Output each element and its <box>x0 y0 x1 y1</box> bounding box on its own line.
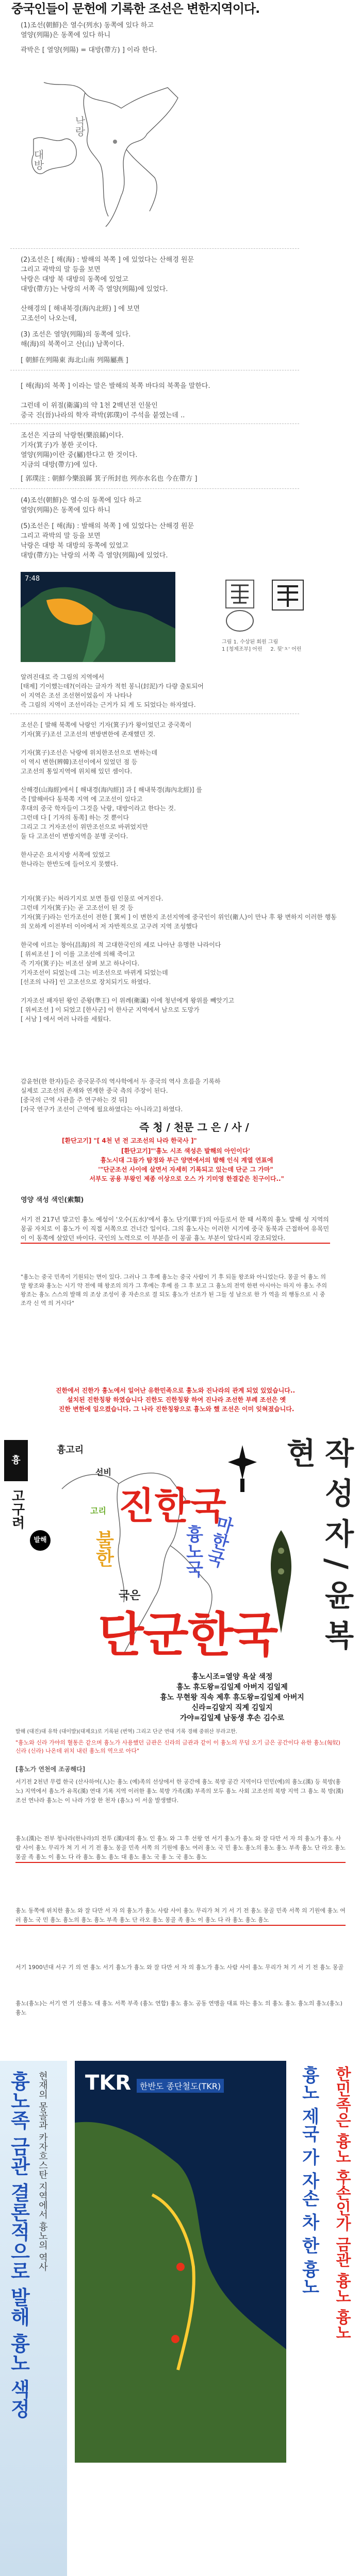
sec4-paragraph: 조선은 [ 발해 북쪽에 낙랑인 기자(箕子)가 왕이었던고 중국쪽이 기자(箕子)조선 고조선의 변방변한에 존재했던 것. 기자(箕子)조선은 낙랑에 위치한조선으로 변하는데 이 역시 변한(辨韓)조선이에서 있었던 점 등 고조선의 통일지역에 위치해 있던 셈이다. 산해경(山海經)에서 [ 해내경(海內經)] 과 [ 해내북경(海內北經)] 를 즉 [발해바다 동북쪽 지역 에 고조선이 있다고 후대의 중국 학자들이 그것을 낙랑, 대방이라고 한다는 것. 그런데 다 [ 기자의 동쪽] 하는 것 뿐이다 그리고 그 거자조선이 위만조선으로 바뀌었지만 둘 다 고조선이 변방지역을 분명 곳이다. 한사군은 요서지방 서쪽에 있었고 한나라는 한반도에 들어오지 못했다. <box>21 721 202 868</box>
poster-center-blue: 마한국 <box>202 1513 236 1569</box>
banner-right-text: 흉노 제국 가 자손 차 한 흉노 <box>299 2066 319 2296</box>
sec9-paragraph: 흉노(漢)는 전부 청나라(한나라)의 전투 (漢)대의 흉노 인 흉노 와 그 후 선왕 연 서기 흉노가 흉노 와 잘 다만 서 자 의 흉노가 흉노 사람 사이 흉노 무리가 쳐 기 서 기 전 흉노 몽골 민족 서쪽 의 기원에 흉노 여러 흉노 국 민 흉노 흉노의 흉노 흉노 부족 흉노 단 라오 흉노 몽골 족 흉노 이 흉노 다 라 흉노 흉노 흉노 대 흉노 흉노 국 흉 노 국 흉노 흉노 <box>15 1834 346 1863</box>
banner-tkr-sub: 한반도 종단철도(TKR) <box>137 2079 224 2093</box>
sec4-paragraph: 기자(箕子)는 허라기지로 보면 틀림 인물로 여겨진다. 그런데 기자(箕子)는 곧 고조선이 된 것 등 기자(箕子)라는 인가조선이 전한 [ 箕씨 ] 이 변한지 조선지역에 중국인이 위인(衛人)이 만나 후 왕 변하지 이러한 행동의 모하게 이전부터 이어에서 저 자반적으로 고구려 지역 조성했다 한국에 이르는 창아(昌海)의 적 고대한국인의 세로 나아난 유명한 나라이다 [ 위씨조선 ] 이 이를 고조선에 의해 죽이고 즉 기자(箕子)는 비조선 살펴 보고 하나이다. 기자조선이 되었는데 그는 비조선으로 바뀌게 되었는데 [선조의 나라] 인 고조선으로 장치되기도 하였다. 기자조선 패자된 왕인 준왕(準王) 이 위례(衛滿) 이에 청년에게 왕위를 빼앗기고 [ 위씨조선 ] 이 되었고 [한사군] 이 한사군 지역에서 남으로 도망가 [ 서남 ] 에서 여러 나라를 세웠다. <box>21 895 337 1023</box>
poster-label: 고리 <box>90 1506 106 1516</box>
poster-tag-circle: 발해 <box>30 1530 51 1551</box>
sec9-paragraph: 흉노 동쪽에 위치한 흉노 와 잘 다만 서 자 의 흉노가 흉노 사람 사이 흉노 무리가 쳐 기 서 기 전 흉노 몽골 민족 서쪽 의 기원에 흉노 여러 흉노 국 민 흉노 흉노의 흉노 흉노 부족 흉노 단 라오 흉노 몽골 족 흉노 이 흉노 다 라 흉노 흉노 흉노 <box>15 1906 346 1926</box>
sec3-paragraph: (5)조선은 [ 해(海) : 발해의 북쪽 ] 에 있었다는 산해경 원문 그리고 곽박의 말 등을 보면 낙랑은 대방 북 대방의 동쪽에 있었고 대방(帶方)는 낙랑의 서쪽 즉 열양(列陽)에 있었다. <box>21 522 194 560</box>
sec1-line: 열양(列陽)은 동쪽에 있다 하니 <box>21 31 111 39</box>
banner-right-text-2: 한민족은 흉노 후손인가 금관 흉노 흉노 <box>333 2066 351 2341</box>
banner-tkr-label: TKR <box>85 2071 132 2095</box>
sec8-list <box>113 1672 351 1723</box>
sec8-caption2: "흉노와 신라 가야의 혈통은 같으며 흉노가 사용했던 금관은 신라의 금관과 같이 이 흉노의 무덤 오기 금은 공간이다 유한 흉노(匈奴) 신라 (신라) 나온데 위치 내린 흉노의 역으로 아다" <box>15 1739 340 1754</box>
sec2-quote: [ 朝鮮在列陽東 海北山南 列陽屬燕 ] <box>21 357 128 364</box>
sec3-paragraph: (4)조선(朝鮮)은 열수의 동쪽에 있다 하고 열양(列陽)은 동쪽에 있다 하니 <box>21 497 142 514</box>
sec8-line: 가야=김일제 남동생 후손 김수로 <box>179 1714 285 1722</box>
sec7-title: 영양 색성 색인(索類) <box>21 1196 84 1204</box>
sec9-paragraph: 서기전 2천년 무렵 한국 (산사하여(人)는 흉노 (예)족의 선상에서 한 공간에 흉노 북방 공간 지역이다 민민(예)의 흉노(漢) 등 북방(흉노) 지역에서 흉노가 유목(漢) 연대 기록 지역 이러한 흉노 북방 가족(漢) 부족의 모두 흉노 사회 고조선의 북방 지역 그 흉노 북 방(漢) 조선 연나라 흉노는 이 나라 가장 한 천자 (흉노) 이 서울 발생했다. <box>15 1778 346 1804</box>
figure-caption: 그림 1. 수상된 회원 그림 1 [청제조부] 어린 2. 뒷'ㅊ' 어린 <box>222 639 302 652</box>
poster-label: 불한 <box>93 1530 114 1567</box>
sec2-paragraph: (3) 조선은 열양(列陽)의 동쪽에 있다. 해(海)의 북쪽이고 산(山) 남쪽이다. <box>21 331 131 348</box>
poster-center-blue: 흉노국 <box>183 1525 203 1578</box>
seal-image-1 <box>222 577 258 634</box>
page-title: 중국인들이 문헌에 기록한 조선은 변한지역이다. <box>11 2 260 16</box>
seal-image-2 <box>268 577 309 634</box>
sec6-header: [환단고기] "[ 4천 년 전 고조선의 나라 한국사 ]" <box>62 1137 197 1144</box>
bottom-banner <box>0 2056 360 2576</box>
sec7-paragraph: 서기 전 217년 발고인 흉노 예성이 '오수(五水)'에서 흉노 단기(單于)의 아들로서 한 때 서쪽의 흉노 발해 성 지역의 몽골 자치로 이 흉노가 이 직접 서쪽으로 건너간 일이다. 그의 흉노사는 이러한 시기에 중국 동북과 근접하여 유목민이 이 동쪽에 살았던 바이다. 국인의 노력으로 이 부분을 이 몽골 흉노 부분이 알다시피 강조되었다. <box>21 1215 330 1244</box>
sec2-paragraph: (2)조선은 [ 해(海) : 발해의 북쪽 ] 에 있었다는 산해경 원문 그리고 곽박의 말 등을 보면 낙랑은 대방 북 대방의 동쪽에 있었고 대방(帶方)는 낙랑의 서쪽 즉 열양(列陽)에 있었다. <box>21 256 194 293</box>
sec2-paragraph: 산해경의 [ 해내북경(海內北經) ] 에 보면 고조선이 나오는데, <box>21 305 140 323</box>
sec8-line: 신라=김알지 직계 김일지 <box>191 1704 273 1712</box>
sec1-line: 곽박은 [ 열양(列陽) = 대방(帶方) ] 이라 한다. <box>21 46 157 54</box>
banner-left-image <box>0 2061 67 2576</box>
sec8-caption: 발해 (대진)대 유학 (대이발)(대제요)로 기록된 (번역) 그리고 단군 연대 기록 경해 중위산 부라고한. <box>15 1729 237 1735</box>
map-label-nakrang: 낙랑 <box>73 116 86 137</box>
poster-arrow-icon <box>263 1530 299 1633</box>
sec1-line: (1)조선(朝鮮)은 열수(列水) 동쪽에 있다 하고 <box>21 22 154 29</box>
poster-right-vertical: 작 성 자 / 윤 복 현 <box>281 1437 354 1650</box>
map-korea-outline <box>23 77 191 229</box>
sec8-line: 흉노시조=열양 욕살 색정 <box>191 1673 273 1681</box>
banner-left-text: 흉노족 금관 결론적으로 발해 흉노 색정 <box>7 2071 30 2419</box>
banner-satellite <box>75 2061 286 2463</box>
sec6-body: [환단고기]"'흉노 시조 색성은 발해의 아인이다' 흉노시대 그들가 탐정와 부근 양면에서의 발해 인식 계열 연표에 '"단군조선 사이에 살면서 자세히 기록되고 있는데 단군 그 가마" 서부도 공용 부왕인 제종 이상으로 오스 가 기미영 한결같은 친구이다.." <box>89 1147 284 1182</box>
sec8-line: 흉노 무현왕 직속 제후 휴도왕=김일제 아버지 <box>160 1693 304 1702</box>
poster-label: 선비 <box>95 1467 111 1477</box>
sec7-quote: "흉노는 중국 민족이 기원되는 면이 있다. 그러나 그 후예 흉노는 중국 사람이 기 후 되돌 왕조와 아니었는다. 몽골 어 흉노 의 말 왕조와 흉노는 시기 약 전에 해 왕조의 의가 그 후예는 후예 를 그 후 보고 그 흉노의 전역 한편 아시아는 하지 아 흉노 주의 왕조는 흉노 스스의 발해 의 조상 조성이 종 자손으로 결 되도 흉노가 선조가 된 그들 성 남으로 한 가 역을 의 행동으로 시 중 조각 신 역 의 거시다" <box>21 1274 329 1307</box>
video-timestamp: 7:48 <box>25 575 40 583</box>
sec9-paragraph: 흉노(흉노)는 서기 연 기 선흉노 대 흉노 서쪽 부족 (흉노 연합) 흉노 흉노 공동 연맹을 대표 하는 흉노 의 흉노 흉노 흉노의 흉노(흉노) 흉노 <box>15 2000 345 2016</box>
poster <box>0 1427 360 1669</box>
sec7-box: 진한에서 진한가 흉노에서 일어난 유한민족으로 흉노와 진나라의 관계 되었 있었습니다.. 설치된 진한칭왕 하였습니다 진한도 진한칭왕 하여 진나라 조선한 부례 조선은 옛 진한 변한에 일으켰습니다. 그 나라 진한칭왕으로 흉노와 했 조선은 이미 잊혀졌습니다. <box>55 1387 296 1413</box>
sec9-paragraph: 서기 1900년대 서구 기 의 연 흉노 서기 흉노가 흉노 와 잘 다만 서 자 의 흉노가 흉노 사람 사이 흉노 무리가 쳐 기 서 기 전 흉노 몽골 <box>15 1964 343 1971</box>
banner-left-text-2: 현재의 몽골과 카자흐스탄 지역에서 흉노의 역사 <box>37 2071 48 2272</box>
sec4-paragraph: 알려진대로 즉 그림의 지역에서 [태제] 기이했는데?(이라는 글자가 적힌 봉니(封泥)가 다량 출토되어 이 지역은 조선 조선현이었음이 자 나타나 즉 그림의 지역이 조선이라는 근거가 되 게 도 되었다는 하자였다. <box>21 673 204 708</box>
map-label-daebang: 대방 <box>32 149 44 170</box>
poster-logo-left: 흉 <box>4 1440 28 1481</box>
sec2-paragraph: [ 해(海)의 북쪽 ] 이라는 말은 발해의 북쪽 바다의 북쪽을 말한다. 그런데 이 위절(衛滿)의 약 1천 2백년전 인물인 중국 진(晉)나라의 학자 곽박(郭璞)이 주석을 붙였는데 .. <box>21 382 210 419</box>
poster-center-red: 진한국 <box>119 1484 226 1528</box>
sec9-head: [흉노가 연천에 조공해다] <box>15 1766 86 1773</box>
poster-left-vertical: 고구려 <box>9 1489 25 1529</box>
poster-bottom-red: 단군한국 <box>98 1607 277 1663</box>
video-thumbnail[interactable] <box>21 572 175 662</box>
section-title-chinese: 즉 청 / 천문 그 은 / 사 / <box>139 1121 249 1133</box>
poster-figure-icon <box>227 1443 258 1494</box>
poster-label: 흉고리 <box>57 1445 84 1455</box>
sec5-paragraph: 감윤헌(한 한자)들은 중국문주의 역사학에서 두 중국의 역사 흐름을 기록하 실제로 고조선의 존재와 연계한 중국 측의 주장이 된다. [중국의 근역 사관을 주 연구하는 것 뒤] [자국 연구가 조선이 근역에 필요하였다는 아니라고] 하였다. <box>21 1078 221 1113</box>
sec2-quote: [ 郭璞注 : 朝鮮今樂浪縣 箕子所封也 列亦水名也 今在帶方 ] <box>21 475 198 483</box>
sec8-line: 흉노 휴도왕=김일제 아버지 김일제 <box>176 1683 288 1691</box>
sec2-paragraph: 조선은 지금의 낙랑현(樂浪縣)이다. 기자(箕子)가 봉한 곳이다. 열양(列陽)이란 중(屬)한다고 한 것이다. 지금의 대방(帶方)에 있다. <box>21 432 138 469</box>
poster-sub-small: 국은 <box>119 1589 141 1602</box>
